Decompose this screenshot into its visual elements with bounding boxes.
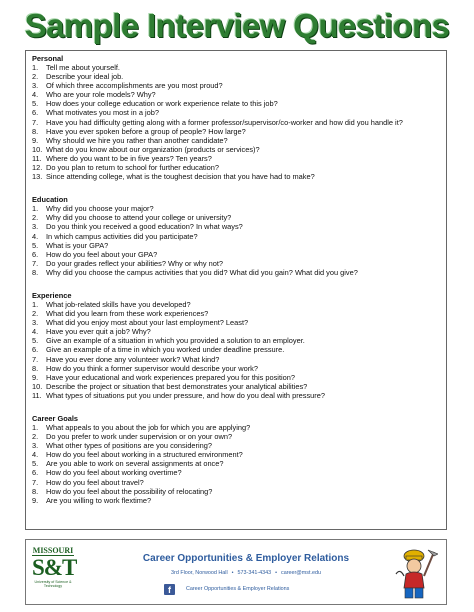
question-list [32,423,440,505]
question-text: What is your GPA? [46,240,109,250]
question-number: 10. [32,144,43,154]
question-number: 6. [32,108,39,118]
question-item [32,213,440,222]
question-item [32,259,440,268]
question-text: What motivates you most in a job? [46,108,159,118]
question-number: 1. [32,299,39,309]
question-text: Have your educational and work experiences prepared you for this position? [46,372,295,382]
question-text: What do you know about our organization (products or services)? [46,144,260,154]
question-item [32,450,440,459]
question-item [32,391,440,400]
question-text: What job-related skills have you developed? [46,299,191,309]
logo-sub-text: University of Science & Technology [34,580,72,589]
office-address: 3rd Floor, Norwood Hall [171,570,228,576]
logo-main-text: S&T [32,555,77,580]
question-text: How do you think a former supervisor would describe your work? [46,363,258,373]
question-text: Tell me about yourself. [46,63,120,72]
question-item [32,459,440,468]
question-number: 2. [32,72,39,82]
question-text: Do you think you received a good education? In what ways? [46,222,243,232]
question-number: 6. [32,468,39,478]
question-number: 8. [32,126,39,136]
question-item [32,441,440,450]
question-number: 7. [32,477,39,487]
question-text: Who are your role models? Why? [46,90,156,100]
question-text: Do you plan to return to school for further education? [46,163,219,173]
question-text: Do your grades reflect your abilities? Why or why not? [46,258,224,268]
question-item [32,172,440,181]
question-number: 9. [32,135,39,145]
question-item [32,204,440,213]
question-number: 3. [32,318,39,328]
question-item [32,487,440,496]
question-item [32,373,440,382]
question-item [32,241,440,250]
office-phone: 573-341-4343 [237,570,272,576]
question-text: Have you had difficulty getting along with a former professor/supervisor/co-worker and how did you handle it? [46,117,403,127]
question-item [32,145,440,154]
question-item [32,478,440,487]
university-logo [32,546,77,600]
question-list [32,300,440,400]
question-item [32,90,440,99]
question-item [32,318,440,327]
question-text: Of which three accomplishments are you most proud? [46,81,223,91]
question-number: 7. [32,354,39,364]
question-item [32,309,440,318]
question-text: Are you willing to work flextime? [46,495,152,505]
question-text: What other types of positions are you considering? [46,441,212,451]
question-item [32,336,440,345]
question-number: 6. [32,345,39,355]
question-item [32,118,440,127]
question-number: 2. [32,213,39,223]
question-number: 4. [32,231,39,241]
question-text: In which campus activities did you participate? [46,231,198,241]
question-item [32,136,440,145]
question-list [32,204,440,277]
question-number: 8. [32,267,39,277]
office-title: Career Opportunities & Employer Relations [142,553,350,564]
question-number: 13. [32,172,43,182]
question-item [32,382,440,391]
question-number: 1. [32,204,39,214]
question-item [32,496,440,505]
question-item [32,154,440,163]
question-text: What did you learn from these work experiences? [46,309,209,319]
question-item [32,108,440,117]
question-text: Have you ever spoken before a group of people? How large? [46,126,246,136]
question-item [32,468,440,477]
question-text: How do you feel about your GPA? [46,249,158,259]
question-number: 5. [32,336,39,346]
question-number: 1. [32,63,39,72]
question-item [32,222,440,231]
question-text: Why should we hire you rather than another candidate? [46,135,228,145]
section-heading: Personal [32,54,64,63]
question-item [32,423,440,432]
questions-box [25,50,447,530]
question-number: 12. [32,163,43,173]
section-heading: Education [32,195,68,205]
question-text: Have you ever quit a job? Why? [46,327,151,337]
question-number: 3. [32,81,39,91]
section-personal [32,54,440,181]
question-text: Do you prefer to work under supervision or on your own? [46,432,233,442]
question-number: 3. [32,222,39,232]
question-number: 9. [32,495,39,505]
facebook-link[interactable]: Career Opportunities & Employer Relations [186,586,290,592]
question-text: How do you feel about the possibility of relocating? [46,486,213,496]
question-number: 1. [32,423,39,432]
question-item [32,355,440,364]
question-number: 2. [32,309,39,319]
question-text: What did you enjoy most about your last employment? Least? [46,318,249,328]
question-number: 2. [32,432,39,442]
section-heading: Experience [32,290,72,300]
question-number: 7. [32,117,39,127]
question-number: 8. [32,363,39,373]
question-number: 4. [32,327,39,337]
question-item [32,300,440,309]
question-number: 3. [32,441,39,451]
question-item [32,163,440,172]
question-item [32,250,440,259]
question-item [32,268,440,277]
question-text: Why did you choose to attend your college or university? [46,213,232,223]
question-number: 10. [32,381,43,391]
question-number: 4. [32,450,39,460]
question-text: What appeals to you about the job for which you are applying? [46,423,251,432]
question-item [32,327,440,336]
section-heading: Career Goals [32,414,79,423]
question-item [32,345,440,354]
question-number: 11. [32,153,42,163]
question-text: Describe your ideal job. [46,72,124,82]
question-item [32,81,440,90]
question-number: 11. [32,390,42,400]
section-education [32,195,440,277]
question-number: 8. [32,486,39,496]
question-number: 9. [32,372,39,382]
question-item [32,127,440,136]
question-item [32,232,440,241]
question-text: Where do you want to be in five years? Ten years? [46,153,212,163]
question-text: How do you feel about travel? [46,477,144,487]
question-item [32,72,440,81]
question-text: Since attending college, what is the toughest decision that you have had to make? [46,172,315,182]
footer-banner [25,539,447,605]
question-item [32,99,440,108]
question-list [32,63,440,181]
section-experience [32,291,440,400]
question-text: Give an example of a situation in which you provided a solution to an employer. [46,336,305,346]
miner-mascot-icon [390,544,438,602]
question-text: What types of situations put you under pressure, and how do you deal with pressure? [46,390,325,400]
question-number: 4. [32,90,39,100]
question-number: 5. [32,459,39,469]
office-email[interactable]: career@mst.edu [281,570,321,576]
section-career-goals [32,414,440,505]
logo-top-text: MISSOURI [32,546,74,555]
question-item [32,63,440,72]
question-number: 7. [32,258,39,268]
question-number: 5. [32,99,39,109]
question-text: Describe the project or situation that best demonstrates your analytical abilities? [46,381,308,391]
office-contact: 3rd Floor, Norwood Hall • 573-341-4343 • career@mst.edu [171,570,321,576]
question-text: Have you ever done any volunteer work? What kind? [46,354,220,364]
question-text: Give an example of a time in which you worked under deadline pressure. [46,345,285,355]
question-item [32,364,440,373]
question-text: How does your college education or work experience relate to this job? [46,99,278,109]
question-text: Why did you choose your major? [46,204,154,214]
facebook-icon[interactable]: f [164,584,175,595]
question-text: Are you able to work on several assignments at once? [46,459,224,469]
question-text: Why did you choose the campus activities that you did? What did you gain? What did you give? [46,267,358,277]
question-number: 6. [32,249,39,259]
question-item [32,432,440,441]
question-text: How do you feel about working overtime? [46,468,182,478]
question-number: 5. [32,240,39,250]
page-title: Sample Interview Questions [24,7,450,44]
question-text: How do you feel about working in a structured environment? [46,450,243,460]
